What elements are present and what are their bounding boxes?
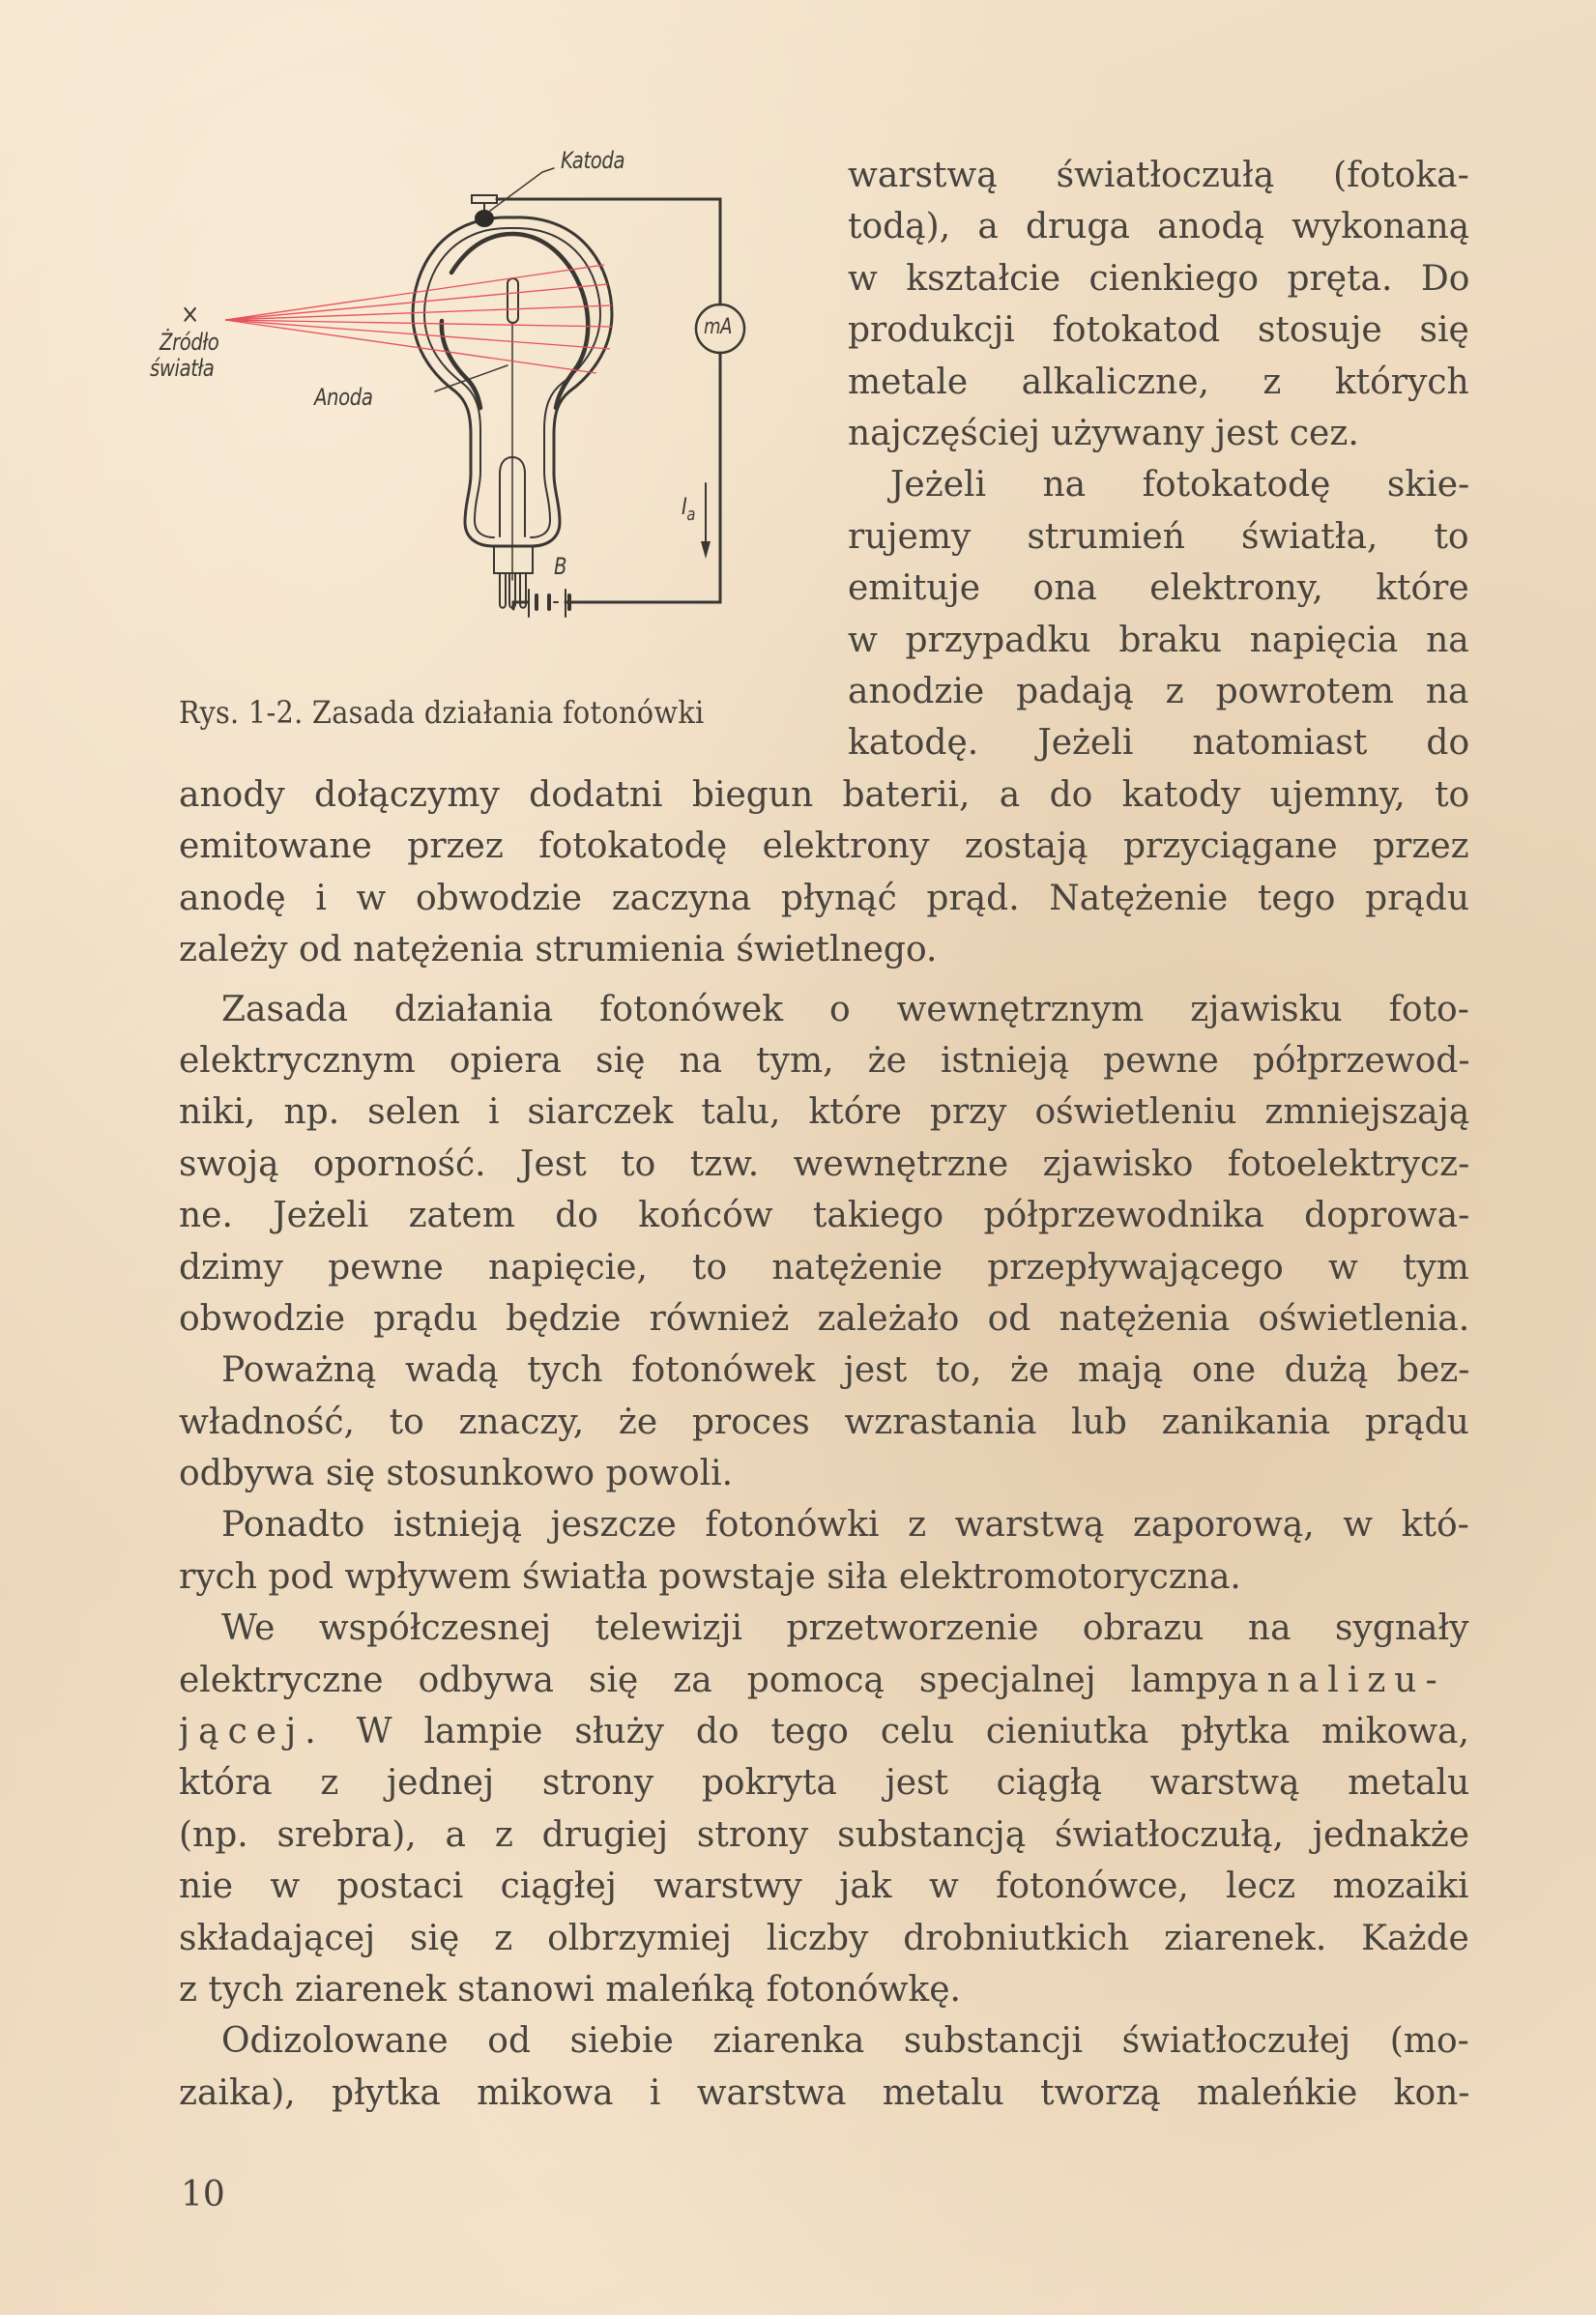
text-line-content: anodzie padają z powrotem na <box>848 671 1469 711</box>
text-line <box>179 1964 1469 2015</box>
text-line-content: zaika), płytka mikowa i warstwa metalu tworzą maleńkie kon- <box>179 2072 1469 2113</box>
text-line <box>179 1242 1469 1293</box>
text-line <box>179 1035 1469 1086</box>
text-line-content: władność, to znaczy, że proces wzrastania lub zanikania prądu <box>179 1402 1469 1442</box>
text-line <box>179 821 1469 872</box>
right-column-text <box>848 150 1469 769</box>
text-line <box>179 2068 1469 2119</box>
text-line <box>848 150 1469 201</box>
milliammeter-label: mA <box>704 315 733 339</box>
text-line <box>179 769 1469 821</box>
current-arrow-head <box>701 541 711 559</box>
text-line-content: najczęściej używany jest cez. <box>848 413 1359 453</box>
light-source-marker: × <box>181 298 199 330</box>
text-line-content: rych pod wpływem światła powstaje siła elektromotoryczna. <box>179 1556 1241 1597</box>
text-line-content: emituje ona elektrony, które <box>848 568 1469 609</box>
emphasized-text: jącej. <box>179 1712 325 1752</box>
text-line-content: zależy od natężenia strumienia świetlnego. <box>179 930 938 970</box>
body-text <box>179 769 1469 2119</box>
light-source-label-line2: światła <box>150 355 215 382</box>
text-line <box>179 2015 1469 2067</box>
text-line-content: metale alkaliczne, z których <box>848 362 1469 402</box>
text-line-content: obwodzie prądu będzie również zależało od natężenia oświetlenia. <box>179 1298 1469 1339</box>
battery-label: B <box>554 553 567 580</box>
text-line-content: swoją oporność. Jest to tzw. wewnętrzne zjawisko fotoelektrycz- <box>179 1143 1469 1184</box>
text-line-content: w przypadku braku napięcia na <box>848 620 1469 660</box>
text-line <box>179 1913 1469 1964</box>
cathode-leader <box>490 168 554 211</box>
emphasized-text: analizu- <box>1237 1660 1446 1700</box>
text-line-content: składającej się z olbrzymiej liczby drobniutkich ziarenek. Każde <box>179 1918 1469 1958</box>
text-line <box>179 1448 1469 1499</box>
text-line <box>848 304 1469 356</box>
text-line <box>179 1861 1469 1912</box>
page-number: 10 <box>181 2175 225 2214</box>
anode-rod <box>508 278 518 323</box>
text-line-content: która z jednej strony pokryta jest ciągłą warstwą metalu <box>179 1763 1469 1804</box>
text-line-content: anody dołączymy dodatni biegun baterii, a do katody ujemny, to <box>179 775 1469 815</box>
text-line-content: nie w postaci ciągłej warstwy jak w fotonówce, lecz mozaiki <box>179 1866 1469 1907</box>
text-line-content: katodę. Jeżeli natomiast do <box>848 723 1469 764</box>
text-line-content: We współczesnej telewizji przetworzenie obrazu na sygnały <box>221 1608 1469 1649</box>
text-line <box>179 1551 1469 1603</box>
phototube-circuit-svg <box>160 155 827 735</box>
text-line-content: Jeżeli na fotokatodę skie- <box>890 465 1469 506</box>
text-line <box>179 1809 1469 1861</box>
text-line-content: todą), a druga anodą wykonaną <box>848 207 1469 247</box>
cathode-label: Katoda <box>561 147 625 174</box>
text-line-content: produkcji fotokatod stosuje się <box>848 310 1469 351</box>
text-line-content: niki, np. selen i siarczek talu, które przy oświetleniu zmniejszają <box>179 1092 1469 1133</box>
text-line <box>179 1139 1469 1190</box>
text-line <box>179 1706 1469 1757</box>
text-line <box>848 563 1469 614</box>
text-line <box>848 666 1469 717</box>
text-line <box>179 924 1469 975</box>
cathode-cap <box>472 195 497 203</box>
battery-symbol <box>529 590 569 617</box>
text-line <box>179 984 1469 1035</box>
text-line <box>848 615 1469 666</box>
text-line-content: (np. srebra), a z drugiej strony substancją światłoczułą, jednakże <box>179 1814 1469 1855</box>
text-line <box>179 1293 1469 1345</box>
text-line <box>179 1345 1469 1396</box>
text-line <box>179 1655 1469 1706</box>
light-source-label-line1: Żródło <box>160 329 219 356</box>
text-line-content: Ponadto istnieją jeszcze fotonówki z warstwą zaporową, w któ- <box>221 1505 1469 1546</box>
anode-label: Anoda <box>314 384 373 411</box>
text-line-content: Odizolowane od siebie ziarenka substancji światłoczułej (mo- <box>221 2021 1469 2062</box>
text-line-content: warstwą światłoczułą (fotoka- <box>848 156 1469 195</box>
text-line <box>179 1086 1469 1138</box>
text-line <box>848 253 1469 304</box>
text-line-content: emitowane przez fotokatodę elektrony zostają przyciągane przez <box>179 826 1469 867</box>
text-line <box>848 717 1469 768</box>
text-line-content: odbywa się stosunkowo powoli. <box>179 1454 734 1494</box>
text-line <box>848 357 1469 408</box>
text-line-content: dzimy pewne napięcie, to natężenie przepływającego w tym <box>179 1247 1469 1288</box>
text-line-content: elektryczne odbywa się za pomocą specjalnej lampy <box>179 1660 1238 1700</box>
text-line <box>179 873 1469 924</box>
text-line <box>179 1499 1469 1550</box>
text-line-content: ne. Jeżeli zatem do końców takiego półprzewodnika doprowa- <box>179 1196 1469 1236</box>
text-line <box>848 459 1469 510</box>
text-line-content: Poważną wadą tych fotonówek jest to, że mają one dużą bez- <box>221 1350 1469 1391</box>
text-line <box>179 1603 1469 1654</box>
text-line-content: Zasada działania fotonówek o wewnętrznym zjawisku foto- <box>221 989 1469 1029</box>
text-line <box>848 511 1469 563</box>
text-line-content: rujemy strumień światła, to <box>848 516 1469 557</box>
text-line <box>179 1757 1469 1809</box>
text-line <box>179 1190 1469 1241</box>
text-line-content: w kształcie cienkiego pręta. Do <box>848 258 1469 299</box>
figure-caption: Rys. 1-2. Zasada działania fotonówki <box>179 694 705 731</box>
text-line-content: z tych ziarenek stanowi maleńką fotonówkę. <box>179 1969 961 2010</box>
text-line <box>179 1397 1469 1448</box>
figure-phototube-diagram <box>150 147 827 735</box>
anode-current-label: $I_a$ <box>682 493 696 525</box>
text-line <box>848 408 1469 459</box>
text-line-content: elektrycznym opiera się na tym, że istnieją pewne półprzewod- <box>179 1040 1469 1081</box>
tube-base <box>494 546 533 573</box>
text-line-content: W lampie służy do tego celu cieniutka płytka mikowa, <box>356 1712 1469 1752</box>
text-line-content: anodę i w obwodzie zaczyna płynąć prąd. Natężenie tego prądu <box>179 878 1469 918</box>
circuit-wire-right <box>566 353 720 602</box>
text-line <box>848 201 1469 252</box>
